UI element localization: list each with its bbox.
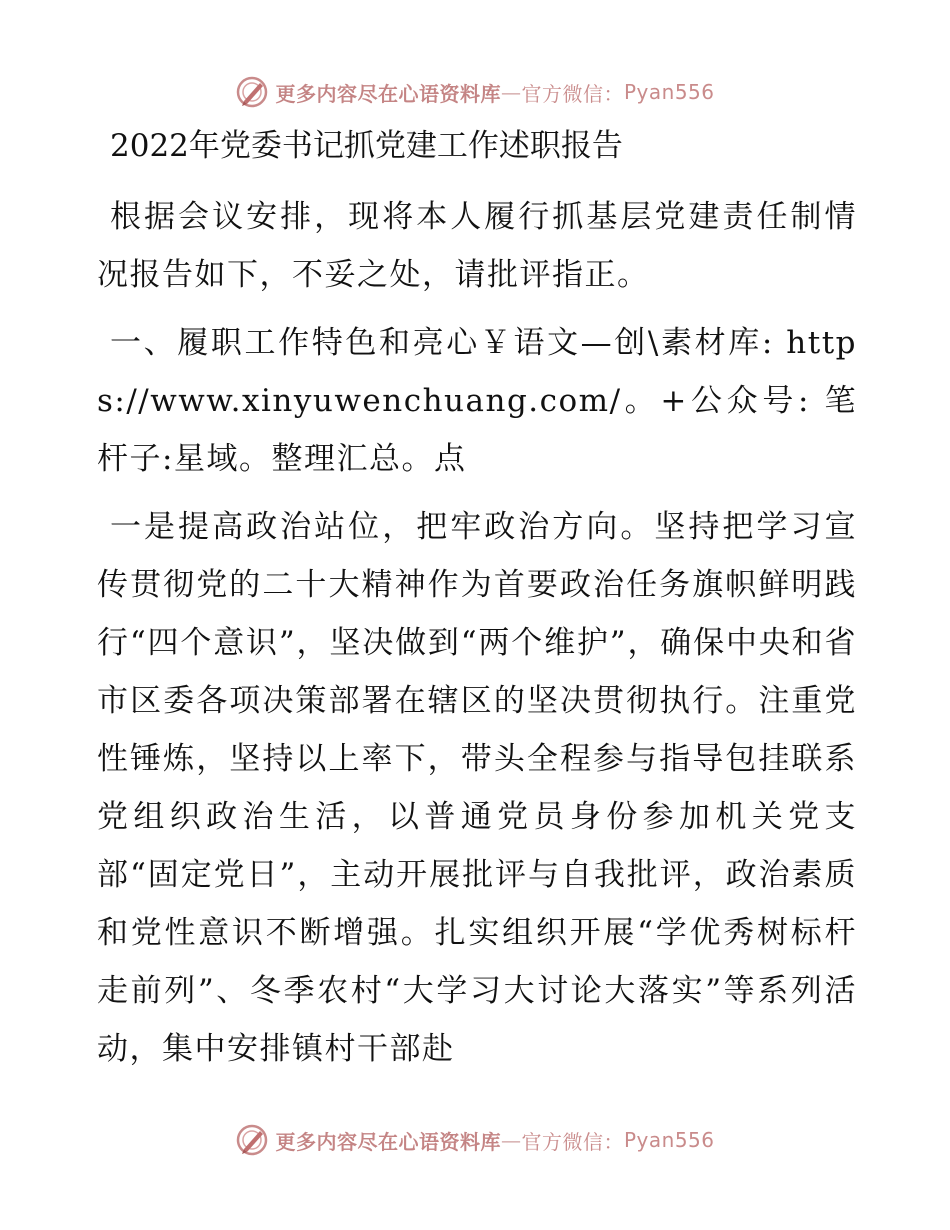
watermark-footer (0, 1120, 950, 1160)
section-heading-1: 一、履职工作特色和亮心￥语文—创\素材库: https://www.xinyuwenchuang.com/。+公众号: 笔杆子:星域。整理汇总。点 (97, 325, 857, 477)
watermark-main-text: 更多内容尽在心语资料库 (275, 1129, 501, 1154)
watermark-wechat-label: 官方微信： (521, 1129, 624, 1154)
watermark-header (0, 72, 950, 112)
watermark-separator: — (500, 1128, 522, 1152)
watermark-wechat-id: Pyan556 (623, 80, 715, 104)
body-paragraph-1: 一是提高政治站位，把牢政治方向。坚持把学习宣传贯彻党的二十大精神作为首要政治任务旗帜鲜明践行“四个意识”，坚决做到“两个维护”，确保中央和省市区委各项决策部署在辖区的坚决贯彻执行。注重党性锤炼，坚持以上率下，带头全程参与指导包挂联系党组织政治生活，以普通党员身份参加机关党支部“固定党日”，主动开展批评与自我批评，政治素质和党性意识不断增强。扎实组织开展“学优秀树标杆走前列”、冬季农村“大学习大讨论大落实”等系列活动，集中安排镇村干部赴 (97, 509, 857, 1067)
watermark-wechat-label: 官方微信： (521, 81, 624, 106)
watermark-wechat-id: Pyan556 (623, 1128, 715, 1152)
watermark-main-text: 更多内容尽在心语资料库 (275, 81, 501, 106)
intro-paragraph: 根据会议安排，现将本人履行抓基层党建责任制情况报告如下，不妥之处，请批评指正。 (97, 199, 857, 293)
pen-seal-logo-icon (235, 75, 269, 109)
watermark-separator: — (500, 80, 522, 104)
document-body (97, 122, 857, 1088)
document-title: 2022年党委书记抓党建工作述职报告 (110, 128, 623, 164)
pen-seal-logo-icon (235, 1123, 269, 1157)
